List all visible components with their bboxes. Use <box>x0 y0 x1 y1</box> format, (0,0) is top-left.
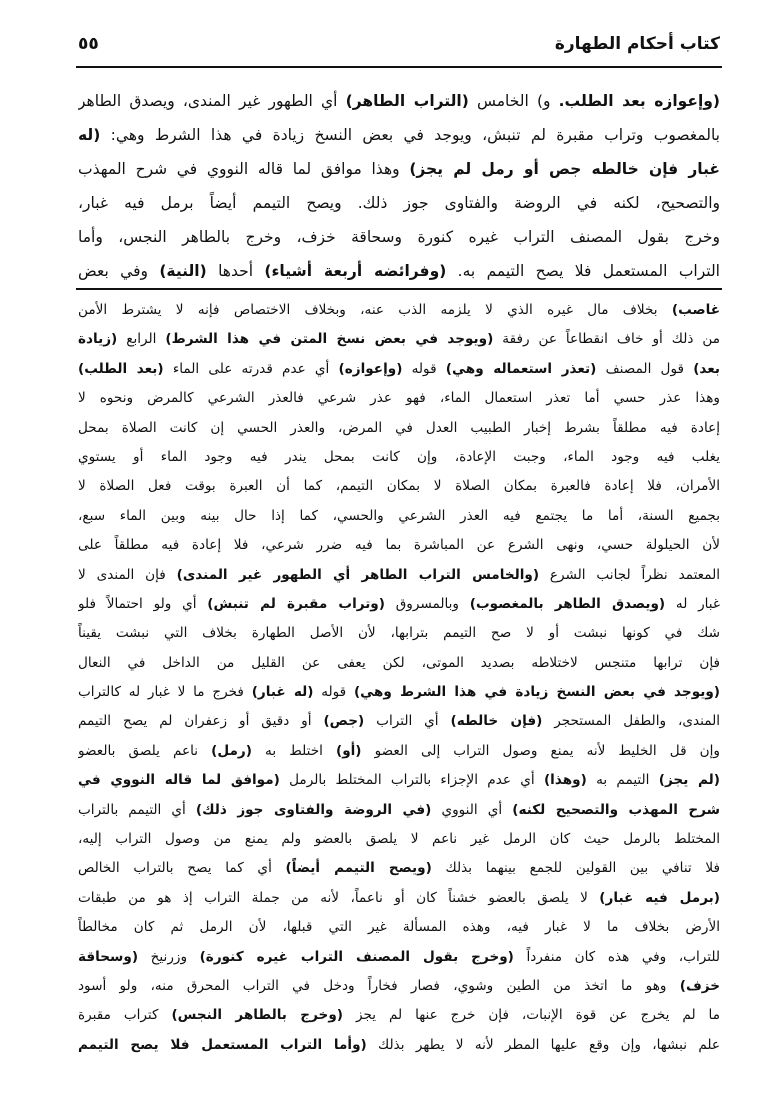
matn-quote: (موافق لما قاله النووي في <box>78 772 280 789</box>
matn-quote: خزف) <box>679 977 720 994</box>
matn-quote: غبار فإن خالطه جص أو رمل لم يجز) <box>409 160 720 178</box>
text-line <box>78 707 720 736</box>
text-line <box>78 1001 720 1030</box>
matn-quote: (وإعوازه بعد الطلب. <box>558 92 720 110</box>
text-run: وهذا عذر حسي أما تعذر استعمال الماء، فهو عذر شرعي فالعذر الشرعي كالمرض ونحوه لا <box>78 390 720 407</box>
matn-quote: (فإن خالطه) <box>450 713 543 730</box>
text-run: التيمم به <box>586 772 659 789</box>
commentary-footnotes <box>78 296 720 1060</box>
matn-quote: (والخامس التراب الطاهر أي الطهور غير المندى) <box>176 566 540 583</box>
text-line <box>78 737 720 766</box>
text-line <box>78 854 720 883</box>
text-run: يغلب فيه وجود الماء، وجبت الإعادة، وإن كانت بمحل يندر فيه وجود الماء أو يستوي <box>78 448 720 465</box>
text-line <box>78 884 720 913</box>
text-run: أي عدم قدرته على الماء <box>163 360 339 377</box>
text-run: وبالمسروق <box>384 595 470 612</box>
text-run: شك في كونها نبشت أو لا صح التيمم بترابها، لأن الأصل الطهارة بخلاف التي نبشت يقيناً <box>78 625 720 642</box>
footnote-separator <box>76 288 722 290</box>
matn-quote: (أو) <box>335 742 362 759</box>
text-line <box>78 502 720 531</box>
text-line <box>78 472 720 501</box>
text-run: للتراب، وفي هذه كان منفرداً <box>513 948 720 965</box>
text-run: فإن ترابها متنجس لاختلاطه بصديد الموتى، لكن يعفى عن القليل من الداخل في النعال <box>78 654 720 671</box>
text-run: إعادة فيه مطلقاً بشرط إخبار الطبيب العدل في المرض، والعذر الحسي إن كانت الصلاة بمحل <box>78 419 720 436</box>
text-run: و) الخامس <box>468 92 559 110</box>
matn-quote: (لم يجز) <box>658 772 720 789</box>
matn-quote: (جص) <box>323 713 365 730</box>
text-line <box>78 943 720 972</box>
text-run: التراب المستعمل فلا يصح التيمم به. <box>446 262 720 280</box>
text-run: أحدها <box>206 262 265 280</box>
text-run: والتصحيح، لكنه في الروضة والفتاوى جوز ذلك. ويصح التيمم أيضاً برمل فيه غبار، <box>78 194 720 212</box>
text-run: أو دقيق أو زعفران لم يصح التيمم <box>78 713 324 730</box>
text-run: الرابع <box>117 331 166 348</box>
text-line <box>78 118 720 152</box>
text-run: فلا تنافي بين القولين للجمع بينهما بذلك <box>431 860 720 877</box>
text-run: كتراب مقبرة <box>78 1007 172 1024</box>
main-text <box>78 84 720 288</box>
text-run: الأمران، فلا إعادة فالعبرة بمكان الصلاة لا بمكان التيمم، كما أن العبرة بوقت فعل الصلاة لا <box>78 478 720 495</box>
text-run: بجميع السنة، أما ما يجتمع فيه العذر الشرعي والحسي، كما إذا حال بينه وبين الماء سبع، <box>78 507 720 524</box>
text-line <box>78 355 720 384</box>
text-run: أي الطهور غير المندى، ويصدق الطاهر <box>78 92 346 110</box>
text-line <box>78 384 720 413</box>
text-run: اختلط به <box>251 742 336 759</box>
text-line <box>78 766 720 795</box>
text-line <box>78 254 720 288</box>
matn-quote: (وفرائضه أربعة أشياء) <box>264 262 447 280</box>
matn-quote: (له <box>78 126 101 144</box>
text-run: المختلط بالرمل حيث كان الرمل غير ناعم لا يلصق بالعضو ولم يمنع من وصول التراب إليه، <box>78 831 720 848</box>
matn-quote: (زيادة <box>78 331 118 348</box>
matn-quote: (النية) <box>159 262 207 280</box>
text-run: وفي بعض <box>78 262 160 280</box>
text-line <box>78 913 720 942</box>
text-run: وهذا موافق لما قاله النووي في شرح المهذب <box>78 160 410 178</box>
text-line <box>78 619 720 648</box>
text-line <box>78 152 720 186</box>
text-run: ناعم يلصق بالعضو <box>78 742 212 759</box>
text-run: من ذلك أو خاف انقطاعاً عن رفقة <box>493 331 720 348</box>
matn-quote: (وأما التراب المستعمل فلا يصح التيمم <box>78 1036 367 1053</box>
text-line <box>78 84 720 118</box>
matn-quote: غاصب) <box>671 302 720 318</box>
text-run: أي كما يصح بالتراب الخالص <box>78 860 286 877</box>
text-run: وهو ما اتخذ من الطين وشوي، فصار فخاراً ودخل في التراب المحرق منه، ولو أسود <box>78 977 680 994</box>
text-line <box>78 220 720 254</box>
text-line <box>78 649 720 678</box>
text-run: بالمغصوب وتراب مقبرة لم تنبش، ويوجد في بعض النسخ زيادة في هذا الشرط وهي: <box>100 126 720 144</box>
matn-quote: (وتراب مقبرة لم تنبش) <box>207 595 385 612</box>
text-line <box>78 531 720 560</box>
text-line <box>78 678 720 707</box>
text-run: وإن قل الخليط لأنه يمنع وصول التراب إلى العضو <box>361 742 720 759</box>
text-line <box>78 325 720 354</box>
text-run: أي التراب <box>364 713 451 730</box>
text-line <box>78 825 720 854</box>
matn-quote: (رمل) <box>211 742 252 759</box>
header-rule <box>76 66 722 68</box>
matn-quote: شرح المهذب والتصحيح لكنه) <box>512 801 720 818</box>
text-run: لأن الحيلولة حسي، ونهى الشرع عن المباشرة بما فيه ضرر شرعي، فلا إعادة فيه مطلقاً على <box>78 537 720 554</box>
matn-quote: (وسحاقة <box>78 948 139 965</box>
page-number: ٥٥ <box>78 34 99 54</box>
matn-quote: (ويوجد في بعض نسخ المتن في هذا الشرط) <box>165 331 494 348</box>
matn-quote: بعد) <box>693 360 720 377</box>
text-line <box>78 296 720 325</box>
matn-quote: (برمل فيه غبار) <box>599 889 720 906</box>
text-run: فخرج ما لا غبار له كالتراب <box>78 684 252 701</box>
text-line <box>78 796 720 825</box>
text-run: علم نبشها، وإن وقع عليها المطر لأنه لا يطهر بذلك <box>366 1036 720 1053</box>
matn-quote: (ويصح التيمم أيضاً) <box>285 860 432 877</box>
text-line <box>78 443 720 472</box>
matn-quote: (بعد الطلب) <box>78 360 164 377</box>
text-run: المعتمد نظراً لجانب الشرع <box>539 566 720 583</box>
book-section-title: كتاب أحكام الطهارة <box>554 34 720 54</box>
matn-quote: (ويوجد في بعض النسخ زيادة في هذا الشرط وهي) <box>353 684 720 701</box>
text-run: وخرج بقول المصنف التراب غيره كنورة وسحاقة خزف، وخرج بالطاهر النجس، وأما <box>78 228 720 246</box>
text-run: قول المصنف <box>596 360 694 377</box>
text-run: أي ولو احتمالاً فلو <box>78 595 208 612</box>
matn-quote: (له غبار) <box>251 684 314 701</box>
text-line <box>78 1031 720 1060</box>
text-run: بخلاف مال غيره الذي لا يلزمه الذب عنه، وبخلاف الاختصاص فإنه لا يشترط الأمن <box>78 302 672 318</box>
matn-quote: (في الروضة والفتاوى جوز ذلك) <box>195 801 432 818</box>
matn-quote: (وخرج بالطاهر النجس) <box>171 1007 343 1024</box>
text-run: غبار له <box>665 595 720 612</box>
text-run: وزرنيخ <box>138 948 200 965</box>
text-run: المندى، والطفل المستحجر <box>542 713 720 730</box>
text-line <box>78 561 720 590</box>
matn-quote: (ويصدق الطاهر بالمغصوب) <box>469 595 666 612</box>
text-run: لا يلصق بالعضو خشناً كان أو ناعماً، لأنه من جملة التراب إذ هو من طبقات <box>78 889 600 906</box>
matn-quote: (تعذر استعماله وهي) <box>445 360 597 377</box>
text-run: فإن المندى لا <box>78 566 177 583</box>
matn-quote: (وهذا) <box>543 772 587 789</box>
matn-quote: (التراب الطاهر) <box>345 92 469 110</box>
text-line <box>78 414 720 443</box>
text-run: أي عدم الإجزاء بالتراب المختلط بالرمل <box>279 772 544 789</box>
matn-quote: (وخرج بقول المصنف التراب غيره كنورة) <box>199 948 514 965</box>
text-run: ما لم يخرج عن قوة الإنبات، فإن خرج عنها لم يجز <box>342 1007 720 1024</box>
text-line <box>78 972 720 1001</box>
text-line <box>78 590 720 619</box>
text-line <box>78 186 720 220</box>
text-run: الأرض بخلاف ما لا غبار فيه، وهذه المسألة غير التي قبلها، لأن الرمل ثم كان مخالطاً <box>78 919 720 936</box>
matn-quote: (وإعوازه) <box>338 360 403 377</box>
text-run: أي التيمم بالتراب <box>78 801 196 818</box>
text-run: قوله <box>313 684 354 701</box>
text-run: أي النووي <box>431 801 513 818</box>
text-run: قوله <box>402 360 446 377</box>
